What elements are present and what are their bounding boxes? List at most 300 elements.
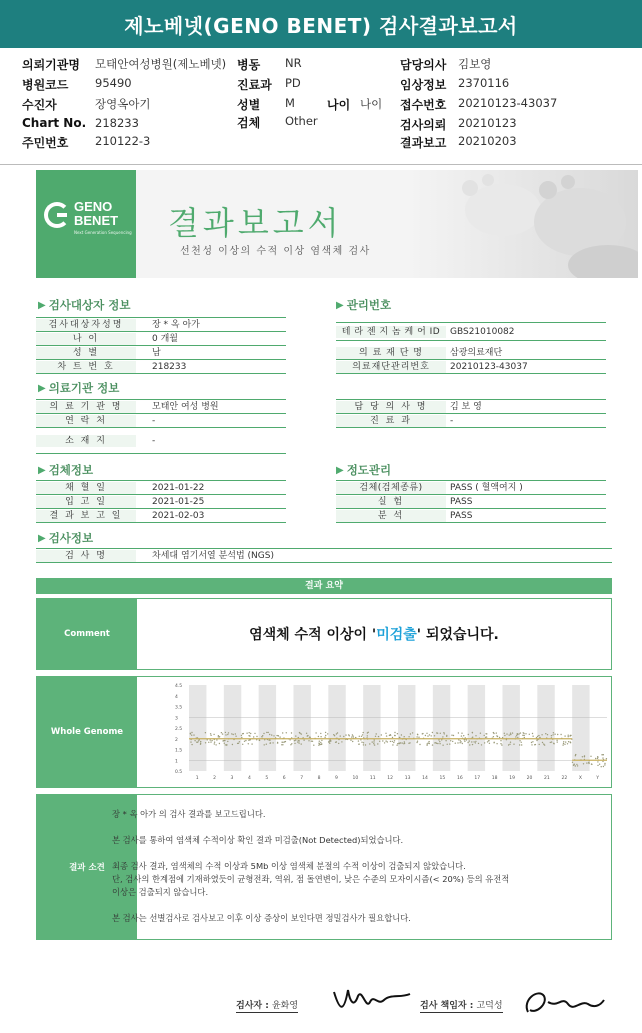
copy-number-point	[353, 736, 354, 737]
genome-panel	[36, 676, 612, 788]
copy-number-point	[481, 744, 482, 745]
x-tick-label: 21	[544, 776, 550, 781]
copy-number-point	[582, 756, 583, 757]
x-tick-label: 8	[317, 776, 321, 781]
copy-number-point	[294, 743, 295, 744]
copy-number-point	[248, 743, 249, 744]
copy-number-point	[358, 740, 359, 741]
logo-text-geno: GENO	[74, 199, 113, 214]
copy-number-point	[392, 741, 393, 742]
copy-number-point	[570, 735, 571, 736]
copy-number-point	[531, 742, 532, 743]
copy-number-point	[259, 740, 260, 741]
copy-number-point	[564, 744, 565, 745]
copy-number-point	[437, 733, 438, 734]
copy-number-point	[601, 766, 602, 767]
copy-number-point	[447, 744, 448, 745]
header-info	[0, 54, 642, 164]
copy-number-point	[321, 744, 322, 745]
specimen-value: 2021-01-22	[152, 483, 205, 493]
copy-number-point	[239, 741, 240, 742]
copy-number-point	[466, 739, 467, 740]
copy-number-point	[210, 741, 211, 742]
copy-number-point	[489, 743, 490, 744]
copy-number-point	[460, 741, 461, 742]
subject-key: 차 트 번 호	[36, 361, 136, 373]
chart-no-label: Chart No.	[22, 116, 87, 130]
x-tick-label: 10	[352, 776, 359, 781]
copy-number-point	[416, 742, 417, 743]
tester-signature	[330, 982, 415, 1018]
patient-value: 장영옥아기	[95, 97, 151, 111]
copy-number-point	[225, 744, 226, 745]
x-tick-label: 7	[300, 776, 304, 781]
copy-number-point	[298, 742, 299, 743]
copy-number-point	[268, 732, 269, 733]
copy-number-point	[334, 735, 335, 736]
copy-number-point	[385, 740, 386, 741]
copy-number-point	[552, 734, 553, 735]
copy-number-point	[531, 744, 532, 745]
copy-number-point	[276, 735, 277, 736]
x-tick-label: 18	[491, 776, 498, 781]
copy-number-point	[534, 744, 535, 745]
copy-number-point	[510, 733, 511, 734]
banner-subtitle: 선천성 이상의 수적 이상 염색체 검사	[180, 246, 371, 257]
chromosome-band	[572, 685, 589, 771]
request-date-value: 20210123	[458, 116, 517, 130]
specimen-row	[36, 495, 286, 509]
doctor-value: 김보영	[458, 57, 492, 71]
copy-number-point	[253, 736, 254, 737]
copy-number-point	[254, 733, 255, 734]
copy-number-point	[484, 735, 485, 736]
copy-number-point	[363, 744, 364, 745]
copy-number-point	[256, 736, 257, 737]
copy-number-point	[337, 732, 338, 733]
logo-text-benet: BENET	[74, 213, 119, 228]
copy-number-point	[464, 741, 465, 742]
copy-number-point	[567, 743, 568, 744]
logo-panel	[36, 170, 136, 278]
specimen-key: 채 혈 일	[36, 482, 136, 494]
copy-number-point	[590, 756, 591, 757]
copy-number-point	[457, 742, 458, 743]
qc-value: PASS	[450, 497, 473, 507]
comment-text	[137, 599, 611, 669]
copy-number-point	[565, 741, 566, 742]
copy-number-point	[237, 743, 238, 744]
institution-value: -	[152, 416, 156, 426]
copy-number-point	[426, 745, 427, 746]
bullet-icon: ▶	[38, 464, 46, 476]
copy-number-point	[325, 735, 326, 736]
copy-number-point	[522, 735, 523, 736]
copy-number-point	[263, 733, 264, 734]
copy-number-point	[313, 745, 314, 746]
management-row	[336, 346, 606, 360]
subject-row	[36, 346, 286, 360]
y-tick-label: 2.5	[175, 727, 183, 732]
copy-number-point	[584, 756, 585, 757]
copy-number-point	[251, 743, 252, 744]
copy-number-point	[563, 743, 564, 744]
copy-number-point	[372, 741, 373, 742]
findings-label: 결과 소견	[37, 795, 137, 939]
copy-number-point	[508, 744, 509, 745]
copy-number-point	[262, 735, 263, 736]
copy-number-point	[295, 740, 296, 741]
copy-number-point	[521, 742, 522, 743]
management-value: 삼광의료재단	[450, 348, 503, 358]
copy-number-point	[521, 744, 522, 745]
copy-number-point	[294, 740, 295, 741]
copy-number-point	[451, 735, 452, 736]
copy-number-point	[320, 742, 321, 743]
copy-number-point	[215, 744, 216, 745]
copy-number-point	[449, 743, 450, 744]
copy-number-point	[279, 736, 280, 737]
institution-key: 의 료 기 관 명	[36, 401, 136, 413]
y-tick-label: 4.5	[175, 684, 183, 689]
qc-value: PASS ( 혈액여지 )	[450, 483, 523, 493]
copy-number-point	[399, 743, 400, 744]
x-tick-label: 6	[282, 776, 286, 781]
copy-number-point	[539, 744, 540, 745]
copy-number-point	[281, 742, 282, 743]
copy-number-point	[241, 737, 242, 738]
copy-number-point	[291, 732, 292, 733]
tester-label: 검사자 :	[236, 1001, 272, 1011]
copy-number-point	[542, 742, 543, 743]
copy-number-point	[560, 734, 561, 735]
institution-value: 모태안 여성 병원	[152, 402, 219, 412]
copy-number-point	[461, 733, 462, 734]
copy-number-point	[390, 734, 391, 735]
copy-number-point	[191, 732, 192, 733]
copy-number-point	[403, 743, 404, 744]
copy-number-point	[321, 740, 322, 741]
copy-number-point	[400, 742, 401, 743]
specimen-row	[36, 509, 286, 523]
management-key: 의 료 재 단 명	[336, 347, 446, 359]
copy-number-point	[435, 742, 436, 743]
copy-number-point	[208, 742, 209, 743]
copy-number-point	[602, 754, 603, 755]
copy-number-point	[496, 732, 497, 733]
copy-number-point	[235, 733, 236, 734]
copy-number-point	[538, 735, 539, 736]
copy-number-point	[602, 761, 603, 762]
copy-number-point	[506, 733, 507, 734]
x-tick-label: X	[578, 776, 582, 781]
copy-number-point	[418, 737, 419, 738]
copy-number-point	[282, 732, 283, 733]
copy-number-point	[515, 736, 516, 737]
subject-row	[36, 360, 286, 374]
subject-value: 장 * 옥 아가	[152, 320, 200, 330]
management-value: 20210123-43037	[450, 362, 528, 372]
copy-number-point	[520, 732, 521, 733]
y-tick-label: 1	[175, 759, 178, 765]
copy-number-point	[219, 736, 220, 737]
copy-number-point	[510, 742, 511, 743]
copy-number-point	[385, 733, 386, 734]
copy-number-point	[597, 765, 598, 766]
copy-number-point	[480, 733, 481, 734]
specimen-row	[36, 481, 286, 495]
copy-number-point	[360, 739, 361, 740]
copy-number-point	[440, 733, 441, 734]
copy-number-point	[319, 741, 320, 742]
copy-number-point	[586, 762, 587, 763]
chromosome-band	[503, 685, 520, 771]
copy-number-point	[299, 732, 300, 733]
copy-number-point	[290, 744, 291, 745]
copy-number-point	[368, 732, 369, 733]
finding-line: 장 * 옥 아가 의 검사 결과를 보고드립니다.	[112, 809, 266, 819]
copy-number-point	[523, 733, 524, 734]
copy-number-point	[352, 741, 353, 742]
copy-number-point	[428, 741, 429, 742]
age-value: 나이	[360, 97, 383, 111]
copy-number-point	[394, 732, 395, 733]
copy-number-point	[603, 766, 604, 767]
copy-number-point	[268, 739, 269, 740]
institution-value: -	[152, 436, 156, 446]
x-tick-label: 12	[387, 776, 394, 781]
clinical-info-value: 2370116	[458, 76, 510, 90]
chromosome-band	[398, 685, 415, 771]
copy-number-point	[509, 744, 510, 745]
copy-number-point	[285, 741, 286, 742]
copy-number-point	[429, 734, 430, 735]
copy-number-point	[570, 741, 571, 742]
copy-number-point	[539, 737, 540, 738]
copy-number-point	[264, 744, 265, 745]
copy-number-point	[216, 739, 217, 740]
copy-number-point	[512, 732, 513, 733]
copy-number-point	[510, 734, 511, 735]
copy-number-point	[462, 743, 463, 744]
copy-number-point	[463, 735, 464, 736]
copy-number-point	[468, 734, 469, 735]
copy-number-point	[493, 742, 494, 743]
copy-number-point	[426, 733, 427, 734]
management-key: 테 라 젠 지 놈 케 어 ID	[336, 326, 446, 338]
copy-number-point	[297, 741, 298, 742]
copy-number-point	[402, 742, 403, 743]
copy-number-point	[335, 742, 336, 743]
subject-value: 218233	[152, 362, 187, 372]
report-date-value: 20210203	[458, 134, 517, 148]
copy-number-point	[572, 762, 573, 763]
copy-number-point	[191, 744, 192, 745]
ward-value: NR	[285, 56, 302, 70]
copy-number-point	[248, 740, 249, 741]
chromosome-band	[433, 685, 450, 771]
copy-number-point	[320, 733, 321, 734]
tester-name: 윤화영	[271, 1001, 299, 1011]
subject-section-heading	[38, 297, 130, 313]
copy-number-point	[450, 740, 451, 741]
comment-panel	[36, 598, 612, 670]
copy-number-point	[439, 741, 440, 742]
management-row	[336, 360, 606, 374]
copy-number-point	[606, 758, 607, 759]
subject-row	[36, 318, 286, 332]
header-divider	[0, 164, 642, 165]
accession-value: 20210123-43037	[458, 96, 558, 110]
specimen-value: 2021-02-03	[152, 511, 205, 521]
copy-number-point	[306, 733, 307, 734]
doctor-label: 담당의사	[400, 58, 447, 72]
bullet-icon: ▶	[336, 299, 344, 311]
resident-no-value: 210122-3	[95, 134, 151, 148]
qc-key: 실 험	[336, 496, 446, 508]
copy-number-point	[517, 733, 518, 734]
copy-number-point	[320, 736, 321, 737]
copy-number-point	[529, 734, 530, 735]
copy-number-point	[562, 744, 563, 745]
copy-number-point	[602, 757, 603, 758]
copy-number-point	[550, 742, 551, 743]
qc-key: 검체(검체종류)	[336, 482, 446, 494]
copy-number-point	[210, 733, 211, 734]
clinical-info-label: 임상정보	[400, 78, 447, 92]
copy-number-point	[493, 736, 494, 737]
copy-number-point	[496, 743, 497, 744]
copy-number-point	[205, 742, 206, 743]
subject-key: 성 별	[36, 347, 136, 359]
supervisor-signature	[518, 982, 608, 1022]
copy-number-point	[410, 733, 411, 734]
sex-value: M	[285, 96, 295, 110]
copy-number-point	[390, 741, 391, 742]
copy-number-point	[453, 735, 454, 736]
copy-number-point	[295, 735, 296, 736]
institution-key: 연 락 처	[36, 415, 136, 427]
copy-number-point	[221, 732, 222, 733]
qc-value: PASS	[450, 511, 473, 521]
copy-number-point	[524, 735, 525, 736]
x-tick-label: 19	[509, 776, 515, 781]
copy-number-point	[551, 741, 552, 742]
copy-number-point	[458, 732, 459, 733]
copy-number-point	[319, 743, 320, 744]
copy-number-point	[472, 744, 473, 745]
institution-row	[36, 400, 286, 414]
copy-number-point	[532, 736, 533, 737]
copy-number-point	[241, 735, 242, 736]
x-tick-label: 2	[213, 776, 216, 781]
copy-number-point	[487, 741, 488, 742]
institution-label: 의뢰기관명	[22, 58, 80, 72]
accession-label: 접수번호	[400, 98, 447, 112]
copy-number-point	[308, 740, 309, 741]
copy-number-point	[232, 744, 233, 745]
copy-number-point	[348, 734, 349, 735]
copy-number-point	[524, 737, 525, 738]
institution-heading-text: 의료기관 정보	[48, 381, 120, 395]
copy-number-point	[563, 741, 564, 742]
copy-number-point	[556, 740, 557, 741]
copy-number-point	[386, 735, 387, 736]
copy-number-point	[437, 743, 438, 744]
qc-row	[336, 509, 606, 523]
copy-number-point	[416, 736, 417, 737]
specimen-heading-text: 검체정보	[48, 463, 94, 477]
copy-number-point	[516, 735, 517, 736]
copy-number-point	[303, 740, 304, 741]
copy-number-point	[367, 735, 368, 736]
supervisor-name: 고덕성	[476, 1001, 503, 1011]
department-value: PD	[285, 76, 301, 90]
test-value: 차세대 염기서열 분석법 (NGS)	[152, 551, 274, 561]
doctor-key: 진 료 과	[336, 415, 446, 427]
copy-number-point	[509, 734, 510, 735]
copy-number-point	[211, 740, 212, 741]
copy-number-point	[282, 744, 283, 745]
copy-number-point	[399, 737, 400, 738]
copy-number-point	[499, 737, 500, 738]
copy-number-point	[575, 765, 576, 766]
copy-number-point	[501, 744, 502, 745]
management-heading-text: 관리번호	[346, 298, 392, 312]
report-title: 제노베넷(GENO BENET) 검사결과보고서	[0, 0, 642, 48]
copy-number-point	[564, 735, 565, 736]
hospital-code-label: 병원코드	[22, 78, 69, 92]
specimen-value: Other	[285, 114, 318, 128]
x-tick-label: 5	[265, 776, 269, 781]
copy-number-point	[224, 743, 225, 744]
copy-number-point	[568, 736, 569, 737]
doctor-value: -	[450, 416, 454, 426]
management-value: GBS21010082	[450, 327, 515, 337]
copy-number-point	[270, 742, 271, 743]
copy-number-point	[350, 740, 351, 741]
copy-number-point	[604, 764, 605, 765]
copy-number-point	[272, 742, 273, 743]
subject-value: 남	[152, 348, 161, 358]
copy-number-point	[271, 734, 272, 735]
subject-value: 0 개월	[152, 334, 178, 344]
copy-number-point	[519, 740, 520, 741]
copy-number-point	[519, 744, 520, 745]
department-label: 진료과	[237, 78, 272, 92]
copy-number-point	[496, 735, 497, 736]
qc-row	[336, 495, 606, 509]
chromosome-band	[259, 685, 276, 771]
copy-number-point	[545, 733, 546, 734]
copy-number-point	[231, 733, 232, 734]
finding-line: 단, 검사의 한계점에 기재하였듯이 균형전좌, 역위, 점 돌연변이, 낮은 수준의 모자이시즘(< 20%) 등의 유전적	[112, 874, 510, 884]
specimen-section-heading	[38, 462, 93, 478]
copy-number-point	[196, 742, 197, 743]
copy-number-point	[226, 745, 227, 746]
specimen-key: 결 과 보 고 일	[36, 510, 136, 522]
copy-number-point	[225, 734, 226, 735]
copy-number-point	[439, 743, 440, 744]
copy-number-point	[214, 742, 215, 743]
copy-number-point	[553, 732, 554, 733]
copy-number-point	[485, 737, 486, 738]
copy-number-point	[504, 733, 505, 734]
report-date-label: 결과보고	[400, 136, 447, 150]
copy-number-point	[384, 742, 385, 743]
copy-number-point	[417, 741, 418, 742]
copy-number-point	[442, 736, 443, 737]
